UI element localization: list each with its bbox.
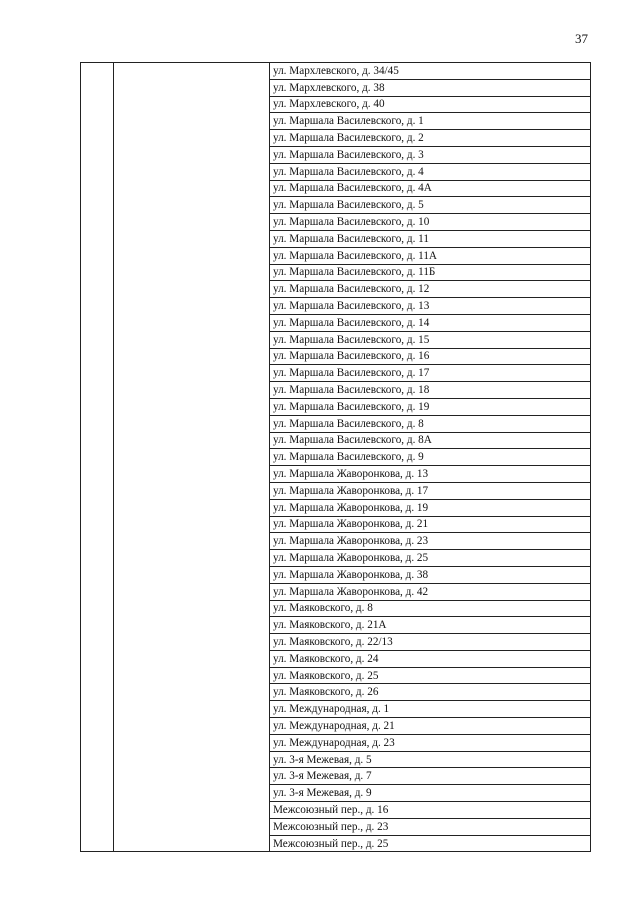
- district-column-cell: [114, 63, 270, 852]
- address-cell: ул. Мархлевского, д. 40: [270, 96, 591, 113]
- address-cell: ул. Маршала Жаворонкова, д. 13: [270, 466, 591, 483]
- address-cell: ул. Маршала Василевского, д. 1: [270, 113, 591, 130]
- address-cell: ул. Маяковского, д. 22/13: [270, 634, 591, 651]
- address-cell: ул. 3-я Межевая, д. 7: [270, 768, 591, 785]
- address-cell: ул. Маршала Жаворонкова, д. 19: [270, 499, 591, 516]
- address-cell: Межсоюзный пер., д. 16: [270, 802, 591, 819]
- address-cell: ул. Маяковского, д. 24: [270, 650, 591, 667]
- address-cell: ул. Маршала Жаворонкова, д. 23: [270, 533, 591, 550]
- address-cell: ул. Маршала Жаворонкова, д. 21: [270, 516, 591, 533]
- address-cell: ул. Мархлевского, д. 34/45: [270, 63, 591, 80]
- address-cell: Межсоюзный пер., д. 23: [270, 818, 591, 835]
- address-cell: ул. Маршала Василевского, д. 11А: [270, 247, 591, 264]
- address-cell: ул. Маршала Жаворонкова, д. 25: [270, 550, 591, 567]
- address-cell: ул. Маршала Жаворонкова, д. 38: [270, 566, 591, 583]
- address-cell: ул. 3-я Межевая, д. 5: [270, 751, 591, 768]
- address-cell: ул. Маршала Василевского, д. 10: [270, 214, 591, 231]
- address-cell: ул. Международная, д. 1: [270, 701, 591, 718]
- address-cell: ул. Маяковского, д. 21А: [270, 617, 591, 634]
- address-cell: ул. Маршала Василевского, д. 3: [270, 146, 591, 163]
- address-cell: ул. Маршала Василевского, д. 8: [270, 415, 591, 432]
- address-cell: ул. Маршала Василевского, д. 19: [270, 398, 591, 415]
- page-number: 37: [575, 31, 588, 46]
- address-cell: ул. 3-я Межевая, д. 9: [270, 785, 591, 802]
- address-cell: ул. Маршала Василевского, д. 2: [270, 130, 591, 147]
- address-cell: ул. Маршала Василевского, д. 16: [270, 348, 591, 365]
- address-cell: ул. Маяковского, д. 8: [270, 600, 591, 617]
- address-cell: ул. Международная, д. 23: [270, 734, 591, 751]
- address-cell: ул. Маршала Василевского, д. 14: [270, 314, 591, 331]
- address-cell: ул. Маршала Василевского, д. 11: [270, 230, 591, 247]
- address-cell: ул. Маршала Василевского, д. 15: [270, 331, 591, 348]
- address-cell: ул. Маршала Василевского, д. 18: [270, 382, 591, 399]
- address-cell: ул. Маршала Василевского, д. 4: [270, 163, 591, 180]
- address-cell: ул. Маршала Василевского, д. 4А: [270, 180, 591, 197]
- address-cell: ул. Маяковского, д. 25: [270, 667, 591, 684]
- address-cell: ул. Маяковского, д. 26: [270, 684, 591, 701]
- table-row: [81, 63, 591, 80]
- number-column-cell: [81, 63, 114, 852]
- address-cell: ул. Международная, д. 21: [270, 718, 591, 735]
- address-cell: ул. Маршала Василевского, д. 17: [270, 365, 591, 382]
- address-table: [80, 62, 591, 852]
- address-cell: ул. Маршала Василевского, д. 12: [270, 281, 591, 298]
- address-cell: ул. Маршала Василевского, д. 9: [270, 449, 591, 466]
- address-cell: ул. Маршала Василевского, д. 13: [270, 298, 591, 315]
- address-cell: ул. Маршала Василевского, д. 11Б: [270, 264, 591, 281]
- address-cell: ул. Маршала Жаворонкова, д. 17: [270, 482, 591, 499]
- address-table-body: [81, 63, 591, 852]
- address-cell: ул. Маршала Василевского, д. 8А: [270, 432, 591, 449]
- address-cell: Межсоюзный пер., д. 25: [270, 835, 591, 852]
- address-cell: ул. Маршала Жаворонкова, д. 42: [270, 583, 591, 600]
- address-cell: ул. Мархлевского, д. 38: [270, 79, 591, 96]
- address-cell: ул. Маршала Василевского, д. 5: [270, 197, 591, 214]
